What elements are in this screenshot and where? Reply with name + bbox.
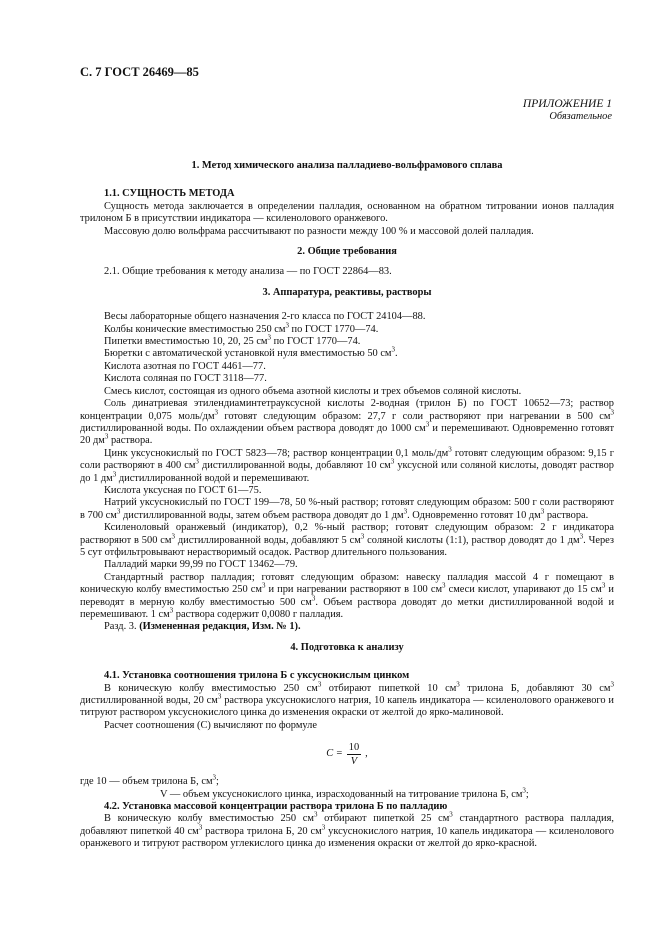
paragraph: Разд. 3. (Измененная редакция, Изм. № 1). [104,621,301,633]
formula-denominator: V [350,755,358,767]
paragraph: 2.1. Общие требования к методу анализа — по ГОСТ 22864—83. [104,266,392,278]
page-header: С. 7 ГОСТ 26469—85 [80,65,199,79]
paragraph: Стандартный раствор палладия; готовят следующим образом: навеску палладия массой 4 г помещают в коническую колбу вместимостью 250 $см^3$ и при нагревании растворяют в 100 $см^3$ смеси кислот, упаривают до 15 $см^3$ и переводят в мерную колбу вместимостью 500 $см^3$. Объем раствора доводят до метки дистиллированной водой и перемешивают. 1 $см^3$ раствора содержит 0,0080 г палладия. [80,571,614,620]
paragraph: V — объем уксуснокислого цинка, израсходованный на титрование трилона Б, $см^3$; [160,786,529,800]
appendix-label [523,98,612,123]
paragraph: Колбы конические вместимостью 250 $см^3$ по ГОСТ 1770—74. [104,321,379,335]
section-1-title: 1. Метод химического анализа палладиево-вольфрамового сплава [191,160,503,171]
paragraph: Расчет соотношения (C) вычисляют по формуле [104,719,317,731]
paragraph: Кислота соляная по ГОСТ 3118—77. [104,373,267,385]
section-2-title: 2. Общие требования [297,246,397,258]
paragraph: где 10 — объем трилона Б, $см^3$; [80,773,219,788]
paragraph: Пипетки вместимостью 10, 20, 25 $см^3$ по ГОСТ 1770—74. [104,333,361,348]
formula-numerator: 10 [348,741,360,753]
formula-fraction [347,741,361,768]
paragraph: Кислота азотная по ГОСТ 4461—77. [104,360,266,372]
section-1-1-title: 1.1. СУЩНОСТЬ МЕТОДА [104,188,235,200]
document-body [80,160,614,851]
paragraph: Смесь кислот, состоящая из одного объема азотной кислоты и трех объемов соляной кислоты. [104,385,522,397]
paragraph: В коническую колбу вместимостью 250 $см^3$ отбирают пипеткой 10 $см^3$ трилона Б, добавляют 30 $см^3$ дистиллированной воды, 20 $см^3$ раствора уксуснокислого натрия, 10 капель индикатора — ксиленолового оранжевого и титруют раствором уксуснокислого цинка до изменения окраски от желтой до ярко-малиновой. [80,680,614,719]
section-4-1-title: 4.1. Установка соотношения трилона Б с уксуснокислым цинком [104,670,410,682]
paragraph: Массовую долю вольфрама рассчитывают по разности между 100 % и массовой долей палладия. [104,225,534,237]
formula [80,732,614,776]
paragraph: В коническую колбу вместимостью 250 $см^3$ отбирают пипеткой 25 $см^3$ стандартного раствора палладия, добавляют пипеткой 40 $см^3$ раствора трилона Б, 20 $см^3$ уксуснокислого натрия, 10 капель индикатора — ксиленолового оранжевого и титруют раствором углекислого цинка до изменения окраски от желтой до ярко-красной. [80,811,614,850]
paragraph: Бюретки с автоматической установкой нуля вместимостью 50 $см^3$. [104,346,398,360]
paragraph: Ксиленоловый оранжевый (индикатор), 0,2 %-ный раствор; готовят следующим образом: 2 г индикатора растворяют в 500 $см^3$ дистиллированной воды, добавляют 5 $см^3$ соляной кислоты (1:1), раствор доводят до 1 $дм^3$. Через 5 сут отфильтровывают нерастворимый осадок. Раствор длительного пользования. [80,522,615,558]
appendix-subtitle: Обязательное [549,111,612,122]
section-3-title: 3. Аппаратура, реактивы, растворы [262,286,432,298]
paragraph: Кислота уксусная по ГОСТ 61—75. [104,484,262,496]
paragraph: Палладий марки 99,99 по ГОСТ 13462—79. [104,559,298,571]
paragraph: Натрий уксуснокислый по ГОСТ 199—78, 50 %-ный раствор; готовят следующим образом: 500 г соли растворяют в 700 $см^3$ дистиллированной воды, затем объем раствора доводят до 1 $дм^3$. Одновременно готовят 10 $дм^3$ раствора. [80,497,614,521]
appendix-title: ПРИЛОЖЕНИЕ 1 [522,98,612,110]
paragraph: Весы лабораторные общего назначения 2-го класса по ГОСТ 24104—88. [104,311,426,323]
section-4-title: 4. Подготовка к анализу [290,641,404,653]
paragraph: Сущность метода заключается в определении палладия, основанном на обратном титровании ионов палладия трилоном Б в присутствии индикатора — ксиленолового оранжевого. [80,200,614,225]
paragraph: Соль динатриевая этилендиаминтетрауксусной кислоты 2-водная (трилон Б) по ГОСТ 10652—73; раствор концентрации 0,075 моль/$дм^3$ готовят следующим образом: 27,7 г соли растворяют при нагревании в 500 $см^3$ дистиллированной воды. По охлаждении объем раствора доводят до 1000 $см^3$ и перемешивают. Одновременно готовят 20 $дм^3$ раствора. [80,398,614,447]
formula-lhs: C = [326,748,343,760]
formula-tail: , [365,748,368,760]
paragraph: Цинк уксуснокислый по ГОСТ 5823—78; раствор концентрации 0,1 моль/$дм^3$ готовят следующим образом: 9,15 г соли растворяют в 400 $см^3$ дистиллированной воды, добавляют 10 $см^3$ уксусной или соляной кислоты, доводят раствор до 1 $дм^3$ дистиллированной водой и перемешивают. [80,445,614,484]
section-4-2-title: 4.2. Установка массовой концентрации раствора трилона Б по палладию [104,801,448,813]
